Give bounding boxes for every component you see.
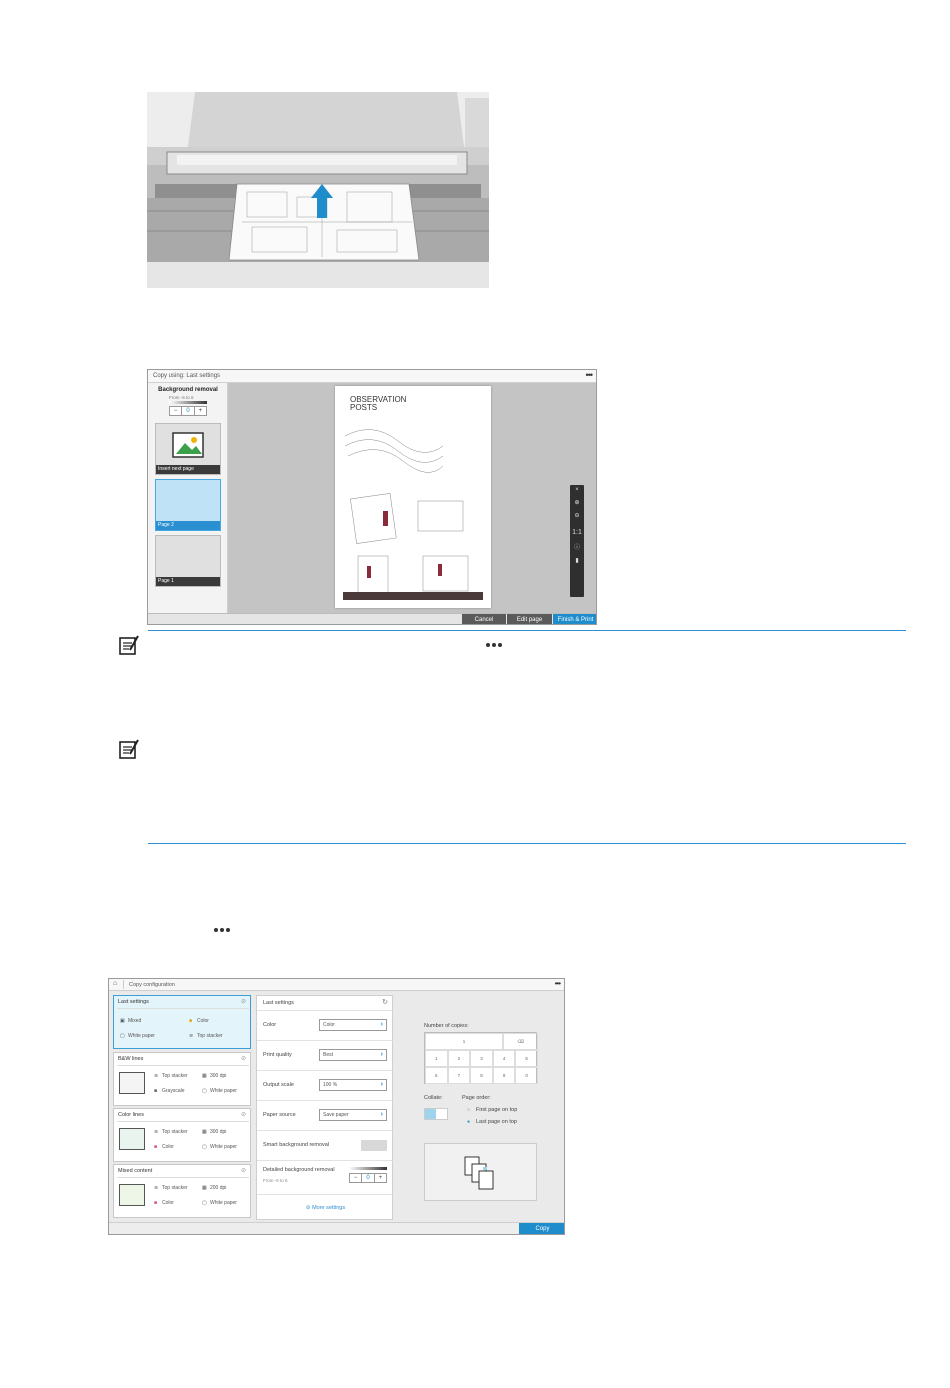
edit-icon[interactable]: ⊘ (240, 999, 246, 1005)
order-option[interactable]: First page on top (476, 1107, 518, 1113)
more-settings-label: More settings (312, 1205, 346, 1211)
stacker-icon: ≋ (154, 1129, 159, 1135)
setting-value[interactable] (319, 1109, 387, 1121)
settings-icon: ⊘ (305, 1205, 313, 1211)
thumbnail-caption: Page 1 (156, 577, 220, 586)
note-top-rule (148, 630, 906, 631)
preview-titlebar (148, 370, 597, 383)
preset-thumbnail (119, 1184, 145, 1206)
stacker-icon: ≋ (154, 1185, 159, 1191)
radio-unchecked-icon[interactable]: ○ (467, 1107, 471, 1113)
edit-icon[interactable]: ⊘ (240, 1168, 246, 1174)
detailed-bg-label: Detailed background removal (263, 1167, 335, 1173)
config-action-bar (109, 1222, 565, 1235)
preset-card-mixed-content[interactable] (113, 1164, 251, 1218)
stepper-value[interactable]: 0 (361, 1174, 374, 1182)
setting-value-text: Save paper (323, 1112, 349, 1118)
key-0[interactable]: 0 (515, 1067, 538, 1084)
key-9[interactable]: 9 (493, 1067, 516, 1084)
resolution-icon: ▦ (202, 1129, 207, 1135)
color-icon: ■ (154, 1144, 158, 1150)
copies-value[interactable]: 1 (425, 1033, 503, 1050)
decrement-button[interactable]: − (173, 408, 178, 414)
settings-title: Last settings (263, 1000, 294, 1006)
preset-attr: White paper (210, 1144, 237, 1150)
card-divider (117, 1008, 249, 1009)
paper-icon: ▢ (202, 1088, 207, 1094)
document-preview (335, 386, 491, 608)
preview-left-panel (148, 383, 228, 613)
copies-label: Number of copies: (424, 1023, 469, 1029)
increment-button[interactable]: + (198, 408, 203, 414)
preset-thumbnail (119, 1128, 145, 1150)
preset-attr: Mixed (128, 1018, 142, 1024)
key-6[interactable]: 6 (425, 1067, 448, 1084)
more-options-icon (214, 928, 230, 932)
setting-value-text: Best (323, 1052, 334, 1058)
scanner-illustration (147, 92, 489, 288)
preset-attr: White paper (210, 1200, 237, 1206)
edit-icon[interactable]: ⊘ (240, 1112, 246, 1118)
setting-label: Output scale (263, 1082, 294, 1088)
collate-toggle-knob (425, 1109, 436, 1119)
preset-name: B&W lines (118, 1056, 144, 1062)
scanner-drawing (147, 92, 489, 288)
delete-icon[interactable]: ▮ (575, 558, 579, 564)
grayscale-icon: ■ (154, 1088, 158, 1094)
preset-attr: Grayscale (162, 1088, 185, 1094)
info-icon[interactable]: ⓘ (573, 545, 580, 551)
setting-label: Print quality (263, 1052, 292, 1058)
edit-icon[interactable]: ⊘ (240, 1056, 246, 1062)
thumbnail-caption: Page 2 (156, 521, 220, 530)
home-icon[interactable]: ⌂ (113, 980, 118, 987)
preset-card-last-settings[interactable] (113, 995, 251, 1049)
resolution-icon: ▦ (202, 1073, 207, 1079)
preset-attr: Top stacker (162, 1073, 188, 1079)
preset-attr: 300 dpi (210, 1129, 227, 1135)
setting-value[interactable] (319, 1049, 387, 1061)
image-placeholder-icon (172, 432, 206, 460)
key-7[interactable]: 7 (448, 1067, 471, 1084)
preset-name: Mixed content (118, 1168, 153, 1174)
stacker-icon: ≋ (189, 1033, 194, 1039)
chevron-right-icon: › (380, 1021, 383, 1028)
setting-value[interactable] (319, 1079, 387, 1091)
paper-icon: ▢ (120, 1033, 125, 1039)
setting-row-color[interactable] (257, 1011, 394, 1041)
key-4[interactable]: 4 (493, 1050, 516, 1067)
key-3[interactable]: 3 (470, 1050, 493, 1067)
edit-page-button[interactable]: Edit page (507, 614, 552, 625)
zoom-toolbar (570, 485, 584, 597)
color-icon: ■ (154, 1200, 158, 1206)
cancel-button[interactable]: Cancel (462, 614, 506, 625)
paper-icon: ▢ (202, 1200, 207, 1206)
copy-button[interactable]: Copy (519, 1223, 565, 1235)
copy-configuration-screen (108, 978, 565, 1235)
zoom-in-icon[interactable]: ⊕ (574, 500, 580, 506)
settings-panel (256, 995, 393, 1220)
page-order-label: Page order: (462, 1095, 491, 1101)
architectural-drawing (343, 416, 483, 604)
insert-next-page-thumbnail[interactable] (155, 423, 221, 475)
collate-toggle[interactable] (424, 1108, 448, 1120)
mixed-icon: ▣ (120, 1018, 125, 1024)
radio-checked-icon[interactable]: ● (467, 1119, 471, 1125)
copies-panel (397, 995, 562, 1220)
setting-label: Paper source (263, 1112, 296, 1118)
decrement-button[interactable]: − (353, 1175, 358, 1181)
zoom-ratio[interactable]: 1:1 (572, 529, 582, 536)
paper-icon: ▢ (202, 1144, 207, 1150)
preset-attr: 300 dpi (210, 1073, 227, 1079)
background-removal-title: Background removal (158, 387, 218, 393)
note-icon (118, 738, 140, 760)
more-options-icon (486, 643, 502, 647)
setting-value-text: 100 % (323, 1082, 338, 1088)
collate-label: Collate: (424, 1095, 443, 1101)
setting-value-text: Color (323, 1022, 335, 1028)
stepper-value[interactable]: 0 (181, 407, 194, 415)
detailed-bg-stepper[interactable] (349, 1173, 387, 1183)
stacker-icon: ≋ (154, 1073, 159, 1079)
detailed-bg-gradient (349, 1167, 387, 1170)
detailed-bg-range: From -6 to 6 (263, 1178, 288, 1183)
increment-button[interactable]: + (378, 1175, 383, 1181)
setting-row-output-scale[interactable] (257, 1071, 394, 1101)
background-removal-range: From -6 to 6 (169, 395, 194, 400)
preset-attr: Color (162, 1200, 174, 1206)
preset-attr: White paper (128, 1033, 155, 1039)
resolution-icon: ▦ (202, 1185, 207, 1191)
close-icon[interactable]: × (575, 487, 579, 493)
preset-attr: 200 dpi (210, 1185, 227, 1191)
order-option[interactable]: Last page on top (476, 1119, 517, 1125)
stacked-pages-icon (463, 1155, 499, 1191)
preview-action-bar (148, 613, 597, 625)
reset-icon[interactable]: ↻ (382, 999, 388, 1006)
setting-row-paper-source[interactable] (257, 1101, 394, 1131)
card-divider (117, 1177, 249, 1178)
titlebar-divider (123, 980, 124, 989)
document-title-line-1: OBSERVATION (350, 395, 407, 404)
copies-keypad (424, 1032, 537, 1084)
setting-row-detailed-bg (257, 1161, 394, 1195)
preset-name: Color lines (118, 1112, 144, 1118)
note-icon (118, 634, 140, 656)
setting-label: Color (263, 1022, 277, 1028)
config-titlebar (109, 979, 565, 991)
preset-attr: Color (197, 1018, 209, 1024)
smart-bg-toggle[interactable] (361, 1140, 387, 1151)
color-icon: ■ (189, 1018, 193, 1024)
background-removal-stepper[interactable] (169, 406, 207, 416)
page-order-preview (424, 1143, 537, 1201)
thumbnail-caption: Insert next page (156, 465, 220, 474)
preset-attr: Color (162, 1144, 174, 1150)
card-divider (117, 1121, 249, 1122)
chevron-right-icon: › (380, 1081, 383, 1088)
setting-row-smart-bg (257, 1131, 394, 1161)
preset-thumbnail (119, 1072, 145, 1094)
preview-title: Copy using: Last settings (153, 373, 221, 379)
more-settings-link[interactable] (257, 1201, 394, 1215)
preset-card-color-lines[interactable] (113, 1108, 251, 1162)
setting-row-print-quality[interactable] (257, 1041, 394, 1071)
finish-print-button[interactable]: Finish & Print (553, 614, 597, 625)
key-2[interactable]: 2 (448, 1050, 471, 1067)
backspace-icon[interactable]: ⌫ (503, 1033, 538, 1050)
preset-attr: Top stacker (162, 1129, 188, 1135)
more-options-icon[interactable]: ••• (585, 370, 592, 380)
page-1-thumbnail[interactable] (155, 535, 221, 587)
preset-attr: Top stacker (162, 1185, 188, 1191)
settings-header (257, 996, 394, 1011)
setting-value[interactable] (319, 1019, 387, 1031)
document-title-line-2: POSTS (350, 403, 378, 412)
preset-attr: White paper (210, 1088, 237, 1094)
chevron-right-icon: › (380, 1111, 383, 1118)
chevron-right-icon: › (380, 1051, 383, 1058)
note-bottom-rule (148, 843, 906, 844)
smart-bg-label: Smart background removal (263, 1142, 330, 1148)
copy-preview-screen (147, 369, 597, 625)
preset-card-bw-lines[interactable] (113, 1052, 251, 1106)
zoom-out-icon[interactable]: ⊖ (574, 513, 580, 519)
preset-attr: Top stacker (197, 1033, 223, 1039)
preset-name: Last settings (118, 999, 149, 1005)
preset-list (113, 995, 256, 1220)
key-8[interactable]: 8 (470, 1067, 493, 1084)
more-options-icon[interactable]: ••• (554, 979, 560, 988)
page-2-thumbnail[interactable] (155, 479, 221, 531)
card-divider (117, 1065, 249, 1066)
config-title: Copy configuration (129, 982, 175, 988)
background-removal-gradient (169, 401, 207, 404)
key-5[interactable]: 5 (515, 1050, 538, 1067)
key-1[interactable]: 1 (425, 1050, 448, 1067)
